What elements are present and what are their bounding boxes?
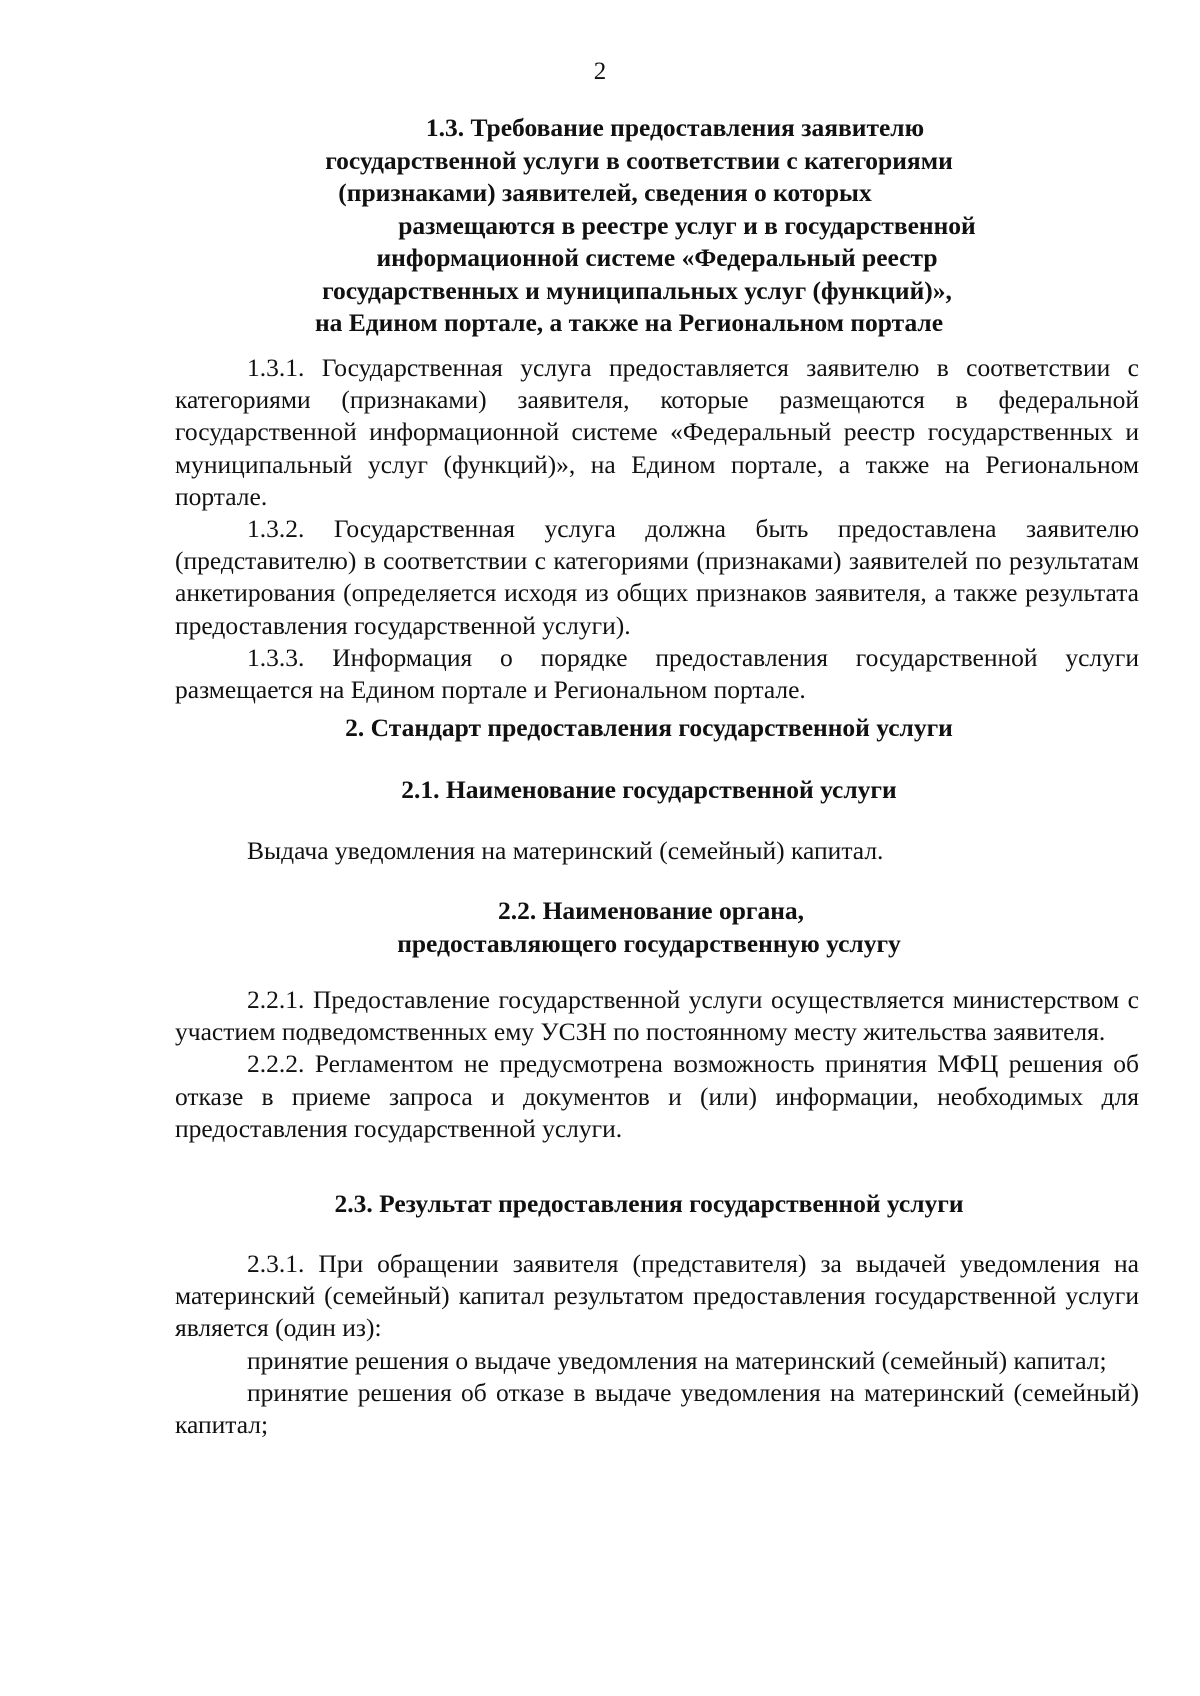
heading-line: 2.3. Результат предоставления государственной услуги (334, 1189, 964, 1218)
paragraph-2-3-item-1: принятие решения о выдаче уведомления на материнский (семейный) капитал; (247, 1345, 1107, 1375)
section-2-3-body (175, 1248, 1139, 1441)
section-1-3-body (175, 352, 1139, 706)
section-2-1-heading (175, 774, 1139, 807)
heading-line: 2.1. Наименование государственной услуги (401, 775, 897, 804)
heading-line: на Едином портале, а также на Региональном портале (314, 308, 944, 337)
heading-line: государственной услуги в соответствии с категориями (325, 145, 953, 175)
heading-line: 2. Стандарт предоставления государственной услуги (345, 713, 953, 742)
paragraph-2-2-1: 2.2.1. Предоставление государственной услуги осуществляется министерством с участием подведомственных ему УСЗН по постоянному месту жительства заявителя. (175, 985, 1139, 1047)
heading-line: 2.2. Наименование органа, (497, 896, 805, 925)
paragraph-1-3-1: 1.3.1. Государственная услуга предоставляется заявителю в соответствии с категориями (признаками) заявителя, которые размещаются в федеральной государственной информационной системе «Федеральный реестр государственных и муниципальный услуг (функций)», на Едином портале, а также на Региональном портале. (175, 353, 1139, 511)
paragraph-1-3-2: 1.3.2. Государственная услуга должна быть предоставлена заявителю (представителю) в соответствии с категориями (признаками) заявителей по результатам анкетирования (определяется исходя из общих признаков заявителя, а также результата предоставления государственной услуги). (175, 514, 1139, 640)
section-2-heading (175, 712, 1139, 745)
section-2-1-body (175, 835, 1139, 867)
section-2-2-heading (175, 895, 1139, 960)
heading-line: информационной системе «Федеральный реестр (376, 243, 938, 272)
heading-line: размещаются в реестре услуг и в государственной (398, 210, 976, 240)
heading-line: государственных и муниципальных услуг (функций)», (322, 275, 952, 305)
paragraph-1-3-3: 1.3.3. Информация о порядке предоставления государственной услуги размещается на Едином портале и Региональном портале. (175, 642, 1139, 705)
heading-line: предоставляющего государственную услугу (397, 928, 901, 958)
section-2-2-body (175, 984, 1139, 1145)
paragraph-2-2-2: 2.2.2. Регламентом не предусмотрена возможность принятия МФЦ решения об отказе в приеме запроса и документов и (или) информации, необходимых для предоставления государственной услуги. (175, 1049, 1139, 1143)
paragraph-2-3-item-2: принятие решения об отказе в выдаче уведомления на материнский (семейный) капитал; (175, 1377, 1139, 1440)
paragraph-2-1: Выдача уведомления на материнский (семейный) капитал. (247, 836, 884, 865)
section-2-3-heading (175, 1188, 1139, 1221)
heading-line: 1.3. Требование предоставления заявителю (425, 113, 925, 142)
page-number: 2 (593, 58, 607, 85)
heading-line: (признаками) заявителей, сведения о которых (338, 178, 872, 207)
paragraph-2-3-1: 2.3.1. При обращении заявителя (представителя) за выдачей уведомления на материнский (семейный) капитал результатом предоставления государственной услуги является (один из): (175, 1249, 1139, 1343)
section-1-3-heading (175, 112, 1139, 340)
